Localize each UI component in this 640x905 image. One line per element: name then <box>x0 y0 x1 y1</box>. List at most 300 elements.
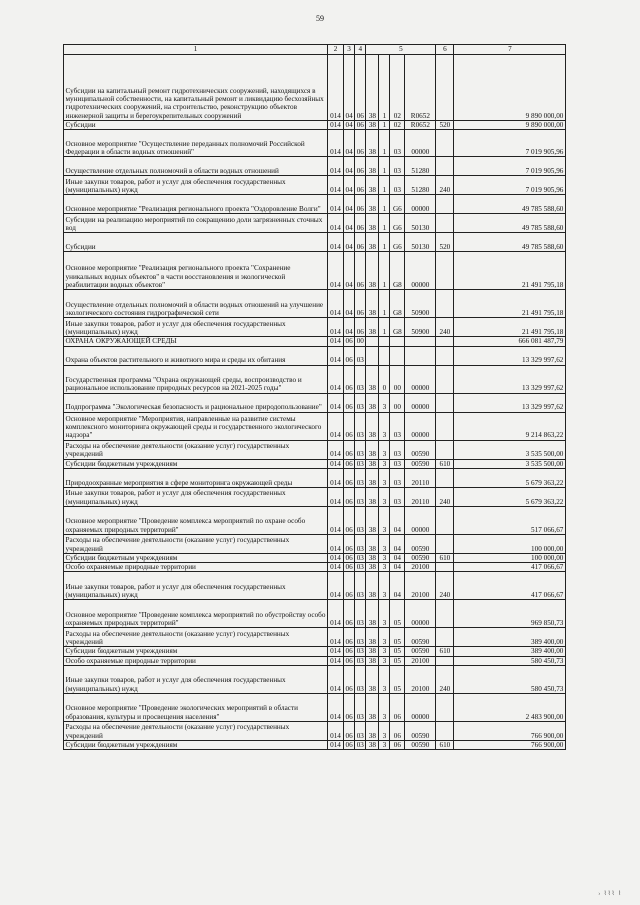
row-csr-code: 00000 <box>405 393 436 412</box>
row-name: Природоохранные мероприятия в сфере мониторинга окружающей среды <box>64 468 328 487</box>
row-csr-code: 00590 <box>405 534 436 553</box>
header-cell-6: 6 <box>436 45 454 55</box>
row-glava: 014 <box>328 563 344 572</box>
row-glava: 014 <box>328 572 344 600</box>
row-name: Подпрограмма "Экологическая безопасность и рациональное природопользование" <box>64 393 328 412</box>
row-razdel: 06 <box>344 722 355 741</box>
row-podrazdel: 06 <box>355 55 366 121</box>
row-csr-subprogram: 3 <box>379 572 390 600</box>
row-csr-subprogram: 3 <box>379 553 390 562</box>
row-csr-code: 51280 <box>405 157 436 176</box>
row-csr-event: 04 <box>390 553 405 562</box>
row-glava: 014 <box>328 666 344 694</box>
row-csr-program: 38 <box>366 722 379 741</box>
table-row <box>64 656 566 665</box>
row-csr-subprogram: 1 <box>379 176 390 195</box>
row-amount: 49 785 588,60 <box>454 233 566 252</box>
row-csr-event: G6 <box>390 214 405 233</box>
row-csr-program: 38 <box>366 252 379 290</box>
row-amount: 7 019 905,96 <box>454 157 566 176</box>
row-glava: 014 <box>328 459 344 468</box>
row-csr-program: 38 <box>366 506 379 534</box>
row-glava: 014 <box>328 55 344 121</box>
row-csr-event <box>390 346 405 365</box>
row-csr-program: 38 <box>366 563 379 572</box>
row-amount: 7 019 905,96 <box>454 130 566 157</box>
row-name: Субсидии на капитальный ремонт гидротехнических сооружений, находящихся в муниципальной собственности, на капитальный ремонт и ликвидацию бесхозяйных гидротехнических сооружений, на строительство, реконструкцию объектов инженерной защиты и берегоукрепительных сооружений <box>64 55 328 121</box>
row-podrazdel: 06 <box>355 214 366 233</box>
row-amount: 100 000,00 <box>454 534 566 553</box>
row-csr-event: 06 <box>390 741 405 750</box>
row-glava: 014 <box>328 694 344 722</box>
row-podrazdel: 03 <box>355 506 366 534</box>
row-name: Основное мероприятие "Осуществление переданных полномочий Российской Федерации в области водных отношений" <box>64 130 328 157</box>
row-csr-code: 50900 <box>405 290 436 318</box>
row-razdel: 06 <box>344 628 355 647</box>
row-csr-program: 38 <box>366 647 379 656</box>
row-expense-type <box>436 534 454 553</box>
table-row <box>64 157 566 176</box>
row-podrazdel: 06 <box>355 252 366 290</box>
row-glava: 014 <box>328 130 344 157</box>
row-csr-program: 38 <box>366 365 379 393</box>
row-name: Расходы на обеспечение деятельности (оказание услуг) государственных учреждений <box>64 722 328 741</box>
row-expense-type: 520 <box>436 121 454 130</box>
row-podrazdel: 03 <box>355 346 366 365</box>
row-name: Расходы на обеспечение деятельности (оказание услуг) государственных учреждений <box>64 440 328 459</box>
row-csr-subprogram: 3 <box>379 459 390 468</box>
row-csr-program: 38 <box>366 121 379 130</box>
row-amount: 3 535 500,00 <box>454 440 566 459</box>
row-csr-code: 20100 <box>405 572 436 600</box>
row-csr-program: 38 <box>366 468 379 487</box>
row-podrazdel: 03 <box>356 459 364 468</box>
row-glava: 014 <box>328 195 344 214</box>
row-csr-code: 20100 <box>405 563 436 572</box>
row-razdel: 06 <box>344 666 355 694</box>
row-csr-event: 05 <box>390 628 405 647</box>
row-csr-subprogram: 1 <box>379 195 390 214</box>
row-amount: 21 491 795,18 <box>454 318 566 337</box>
row-glava: 014 <box>328 440 344 459</box>
row-csr-subprogram: 1 <box>379 121 390 130</box>
row-amount: 13 329 997,62 <box>454 346 566 365</box>
row-amount: 766 900,00 <box>454 741 566 750</box>
row-csr-code: R0652 <box>405 55 436 121</box>
row-expense-type <box>436 337 454 346</box>
row-razdel: 06 <box>345 656 353 665</box>
row-csr-event: 04 <box>390 534 405 553</box>
row-csr-program: 38 <box>366 318 379 337</box>
row-razdel: 06 <box>345 337 353 346</box>
table-row <box>64 365 566 393</box>
row-csr-program: 38 <box>366 157 379 176</box>
row-csr-code <box>405 337 436 346</box>
row-amount: 9 890 000,00 <box>454 55 566 121</box>
row-razdel: 06 <box>344 412 355 440</box>
row-csr-code: 00590 <box>405 722 436 741</box>
row-amount: 389 400,00 <box>454 647 566 656</box>
row-razdel: 06 <box>345 459 353 468</box>
row-glava: 014 <box>328 121 344 130</box>
row-expense-type <box>436 393 454 412</box>
row-glava: 014 <box>328 318 344 337</box>
row-razdel: 06 <box>344 365 355 393</box>
row-csr-program: 38 <box>366 553 379 562</box>
row-csr-code: 20110 <box>405 468 436 487</box>
header-cell-2: 2 <box>328 45 344 55</box>
row-csr-subprogram: 3 <box>379 506 390 534</box>
row-csr-event: G8 <box>390 290 405 318</box>
row-podrazdel: 03 <box>355 365 366 393</box>
row-csr-event: 03 <box>390 176 405 195</box>
row-name: Иные закупки товаров, работ и услуг для обеспечения государственных (муниципальных) нужд <box>64 487 328 506</box>
row-csr-code: 50130 <box>405 214 436 233</box>
row-csr-subprogram: 1 <box>379 55 390 121</box>
row-podrazdel: 03 <box>355 600 366 628</box>
table-row <box>64 741 566 750</box>
row-csr-program: 38 <box>366 393 379 412</box>
row-name: Государственная программа "Охрана окружающей среды, воспроизводство и рациональное использование природных ресурсов на 2021-2025 годы" <box>64 365 328 393</box>
row-amount: 580 450,73 <box>454 666 566 694</box>
row-csr-code: 51280 <box>405 176 436 195</box>
row-csr-event: 05 <box>390 600 405 628</box>
row-csr-code: 00590 <box>405 440 436 459</box>
table-body <box>64 55 566 750</box>
row-glava: 014 <box>328 157 344 176</box>
row-csr-event: G6 <box>390 195 405 214</box>
row-glava: 014 <box>328 722 344 741</box>
row-razdel: 04 <box>344 252 355 290</box>
row-csr-event: 03 <box>390 468 405 487</box>
row-csr-program: 38 <box>366 487 379 506</box>
row-name: Иные закупки товаров, работ и услуг для обеспечения государственных (муниципальных) нужд <box>64 666 328 694</box>
row-expense-type <box>436 694 454 722</box>
row-razdel: 06 <box>344 694 355 722</box>
row-amount: 417 066,67 <box>454 563 566 572</box>
row-csr-subprogram: 3 <box>379 600 390 628</box>
row-amount: 7 019 905,96 <box>454 176 566 195</box>
row-csr-subprogram: 3 <box>379 534 390 553</box>
row-name: Основное мероприятие "Реализация регионального проекта "Оздоровление Волги" <box>64 195 328 214</box>
row-csr-event: 03 <box>390 157 405 176</box>
row-csr-event: 02 <box>390 55 405 121</box>
row-csr-subprogram: 0 <box>379 365 390 393</box>
row-expense-type <box>436 468 454 487</box>
row-podrazdel: 03 <box>355 393 366 412</box>
row-glava: 014 <box>328 487 344 506</box>
row-csr-code: 20110 <box>405 487 436 506</box>
row-razdel: 06 <box>344 440 355 459</box>
row-amount: 21 491 795,18 <box>454 252 566 290</box>
table-row <box>64 563 566 572</box>
row-name: Основное мероприятие "Проведение комплекса мероприятий по обустройству особо охраняемых природных территорий" <box>64 600 328 628</box>
table-row <box>64 600 566 628</box>
row-glava: 014 <box>328 252 344 290</box>
table-row <box>64 252 566 290</box>
row-name: Осуществление отдельных полномочий в области водных отношений <box>64 157 328 176</box>
row-name: Особо охраняемые природные территории <box>64 656 328 665</box>
row-glava: 014 <box>328 365 344 393</box>
row-amount: 517 066,67 <box>454 506 566 534</box>
row-razdel: 04 <box>344 290 355 318</box>
row-glava: 014 <box>328 647 344 656</box>
table-row <box>64 666 566 694</box>
row-csr-code: 20100 <box>405 666 436 694</box>
row-amount: 5 679 363,22 <box>454 487 566 506</box>
row-glava: 014 <box>328 600 344 628</box>
row-amount: 417 066,67 <box>454 572 566 600</box>
row-name: Субсидии бюджетным учреждениям <box>64 553 328 562</box>
row-csr-program: 38 <box>366 176 379 195</box>
row-csr-event: 03 <box>390 412 405 440</box>
row-csr-event: 02 <box>390 121 405 130</box>
row-csr-program: 38 <box>366 572 379 600</box>
row-csr-code: 50130 <box>405 233 436 252</box>
row-csr-program: 38 <box>366 656 379 665</box>
row-expense-type: 610 <box>436 741 454 750</box>
row-name: Иные закупки товаров, работ и услуг для обеспечения государственных (муниципальных) нужд <box>64 572 328 600</box>
row-name: Основное мероприятие "Мероприятия, направленные на развитие системы комплексного мониторинга окружающей среды и государственного экологического надзора" <box>64 412 328 440</box>
row-podrazdel: 06 <box>355 176 366 195</box>
row-razdel: 04 <box>344 157 355 176</box>
row-csr-program: 38 <box>366 412 379 440</box>
row-amount: 13 329 997,62 <box>454 365 566 393</box>
row-csr-program: 38 <box>366 130 379 157</box>
row-csr-code: 00590 <box>405 741 436 750</box>
row-expense-type: 240 <box>436 487 454 506</box>
row-podrazdel: 06 <box>355 318 366 337</box>
table-row <box>64 534 566 553</box>
row-csr-event: 06 <box>390 694 405 722</box>
row-csr-event: 04 <box>390 572 405 600</box>
row-expense-type: 240 <box>436 318 454 337</box>
row-csr-program <box>366 346 379 365</box>
row-expense-type <box>436 252 454 290</box>
row-name: Субсидии <box>64 233 328 252</box>
row-csr-program: 38 <box>366 290 379 318</box>
row-csr-event: 03 <box>390 487 405 506</box>
row-name: Основное мероприятие "Проведение экологических мероприятий в области образования, культуры и просвещения населения" <box>64 694 328 722</box>
row-glava: 014 <box>328 290 344 318</box>
row-expense-type: 520 <box>436 233 454 252</box>
row-csr-subprogram: 3 <box>379 722 390 741</box>
row-expense-type: 610 <box>436 459 454 468</box>
row-csr-event: 03 <box>390 130 405 157</box>
row-csr-subprogram: 1 <box>379 233 390 252</box>
header-cell-5: 5 <box>366 45 436 55</box>
row-name: Иные закупки товаров, работ и услуг для обеспечения государственных (муниципальных) нужд <box>64 176 328 195</box>
row-csr-subprogram: 3 <box>379 656 390 665</box>
row-glava: 014 <box>328 468 344 487</box>
row-razdel: 06 <box>345 563 353 572</box>
row-podrazdel: 03 <box>355 534 366 553</box>
table-row <box>64 393 566 412</box>
row-csr-subprogram: 3 <box>379 440 390 459</box>
header-cell-1: 1 <box>64 45 328 55</box>
row-razdel: 06 <box>344 393 355 412</box>
row-csr-program: 38 <box>366 694 379 722</box>
table-row <box>64 572 566 600</box>
row-amount: 49 785 588,60 <box>454 195 566 214</box>
row-csr-code <box>405 346 436 365</box>
row-expense-type: 240 <box>436 572 454 600</box>
row-name: Осуществление отдельных полномочий в области водных отношений на улучшение экологического состояния гидрографической сети <box>64 290 328 318</box>
row-podrazdel: 06 <box>355 233 366 252</box>
table-row <box>64 121 566 130</box>
row-csr-event: G6 <box>390 233 405 252</box>
table-row <box>64 233 566 252</box>
row-csr-event: 00 <box>390 393 405 412</box>
row-expense-type: 610 <box>436 647 454 656</box>
row-glava: 014 <box>328 506 344 534</box>
row-expense-type <box>436 412 454 440</box>
header-cell-4: 4 <box>355 45 366 55</box>
table-row <box>64 487 566 506</box>
row-csr-program: 38 <box>366 628 379 647</box>
row-razdel: 06 <box>344 506 355 534</box>
row-expense-type <box>436 628 454 647</box>
row-podrazdel: 06 <box>355 157 366 176</box>
row-csr-program: 38 <box>366 459 379 468</box>
row-csr-subprogram: 3 <box>379 647 390 656</box>
row-podrazdel: 03 <box>356 741 364 750</box>
page-number: 59 <box>316 14 324 23</box>
row-expense-type <box>436 130 454 157</box>
row-csr-subprogram <box>379 346 390 365</box>
row-podrazdel: 03 <box>356 656 364 665</box>
row-amount: 100 000,00 <box>454 553 566 562</box>
row-razdel: 06 <box>345 647 353 656</box>
table-row <box>64 628 566 647</box>
scan-mark: › ⌇⌇⌇ ⌇ <box>598 891 622 897</box>
row-podrazdel: 06 <box>356 121 364 129</box>
row-expense-type <box>436 195 454 214</box>
row-csr-event: 03 <box>390 440 405 459</box>
row-csr-program: 38 <box>366 233 379 252</box>
row-expense-type <box>436 600 454 628</box>
table-row <box>64 459 566 468</box>
row-razdel: 04 <box>344 318 355 337</box>
row-csr-subprogram: 1 <box>379 157 390 176</box>
row-csr-subprogram: 3 <box>379 563 390 572</box>
row-csr-event: 04 <box>390 506 405 534</box>
row-csr-subprogram: 3 <box>379 468 390 487</box>
row-name: Основное мероприятие "Проведение комплекса мероприятий по охране особо охраняемых природных территорий" <box>64 506 328 534</box>
row-amount: 21 491 795,18 <box>454 290 566 318</box>
table-row <box>64 694 566 722</box>
row-name: Охрана объектов растительного и животного мира и среды их обитания <box>64 346 328 365</box>
row-amount: 49 785 588,60 <box>454 214 566 233</box>
row-razdel: 04 <box>344 214 355 233</box>
row-csr-code: 00590 <box>405 459 436 468</box>
row-csr-subprogram: 3 <box>379 412 390 440</box>
row-csr-code: 00000 <box>405 252 436 290</box>
row-csr-code: 00000 <box>405 365 436 393</box>
row-csr-subprogram: 3 <box>379 666 390 694</box>
row-csr-event: 05 <box>390 656 405 665</box>
row-expense-type: 240 <box>436 666 454 694</box>
row-csr-code: 00000 <box>405 195 436 214</box>
row-csr-code: 00590 <box>405 647 436 656</box>
row-amount: 766 900,00 <box>454 722 566 741</box>
row-expense-type <box>436 440 454 459</box>
table-row <box>64 195 566 214</box>
table-row <box>64 214 566 233</box>
row-csr-event: 06 <box>390 722 405 741</box>
row-csr-program: 38 <box>366 600 379 628</box>
row-csr-event: 00 <box>390 365 405 393</box>
row-glava: 014 <box>328 176 344 195</box>
row-csr-subprogram: 1 <box>379 290 390 318</box>
row-csr-event <box>390 337 405 346</box>
row-razdel: 04 <box>344 130 355 157</box>
row-glava: 014 <box>328 412 344 440</box>
row-csr-event: 05 <box>390 666 405 694</box>
table-row <box>64 468 566 487</box>
row-razdel: 06 <box>344 534 355 553</box>
row-csr-code: 50900 <box>405 318 436 337</box>
table-row <box>64 553 566 562</box>
row-name: Расходы на обеспечение деятельности (оказание услуг) государственных учреждений <box>64 534 328 553</box>
row-csr-event: 05 <box>390 647 405 656</box>
row-expense-type <box>436 157 454 176</box>
row-csr-program: 38 <box>366 195 379 214</box>
table-row <box>64 55 566 121</box>
row-csr-event: 03 <box>390 459 405 468</box>
row-expense-type <box>436 55 454 121</box>
row-amount: 9 890 000,00 <box>454 121 566 130</box>
header-cell-7: 7 <box>454 45 566 55</box>
row-glava: 014 <box>328 628 344 647</box>
row-podrazdel: 03 <box>355 722 366 741</box>
table-row <box>64 176 566 195</box>
row-razdel: 04 <box>344 176 355 195</box>
row-csr-subprogram: 1 <box>379 318 390 337</box>
row-name: Расходы на обеспечение деятельности (оказание услуг) государственных учреждений <box>64 628 328 647</box>
header-row <box>64 45 566 55</box>
row-expense-type <box>436 506 454 534</box>
row-csr-subprogram: 1 <box>379 130 390 157</box>
row-amount: 3 535 500,00 <box>454 459 566 468</box>
row-name: Особо охраняемые природные территории <box>64 563 328 572</box>
table-row <box>64 412 566 440</box>
row-name: ОХРАНА ОКРУЖАЮЩЕЙ СРЕДЫ <box>64 337 328 346</box>
row-razdel: 04 <box>344 233 355 252</box>
row-glava: 014 <box>328 346 344 365</box>
row-csr-code: 00000 <box>405 506 436 534</box>
row-csr-program: 38 <box>366 666 379 694</box>
row-amount: 9 214 863,22 <box>454 412 566 440</box>
row-glava: 014 <box>328 337 344 346</box>
row-glava: 014 <box>328 534 344 553</box>
row-podrazdel: 03 <box>355 666 366 694</box>
row-csr-code: 00000 <box>405 412 436 440</box>
row-razdel: 06 <box>344 487 355 506</box>
row-amount: 969 850,73 <box>454 600 566 628</box>
row-csr-code: 00590 <box>405 628 436 647</box>
row-expense-type: 610 <box>436 553 454 562</box>
row-amount: 5 679 363,22 <box>454 468 566 487</box>
row-razdel: 04 <box>344 55 355 121</box>
row-podrazdel: 00 <box>356 337 364 346</box>
row-podrazdel: 03 <box>356 553 364 562</box>
table-row <box>64 130 566 157</box>
row-csr-program: 38 <box>366 214 379 233</box>
row-csr-program <box>366 337 379 346</box>
row-podrazdel: 03 <box>355 440 366 459</box>
table-row <box>64 318 566 337</box>
